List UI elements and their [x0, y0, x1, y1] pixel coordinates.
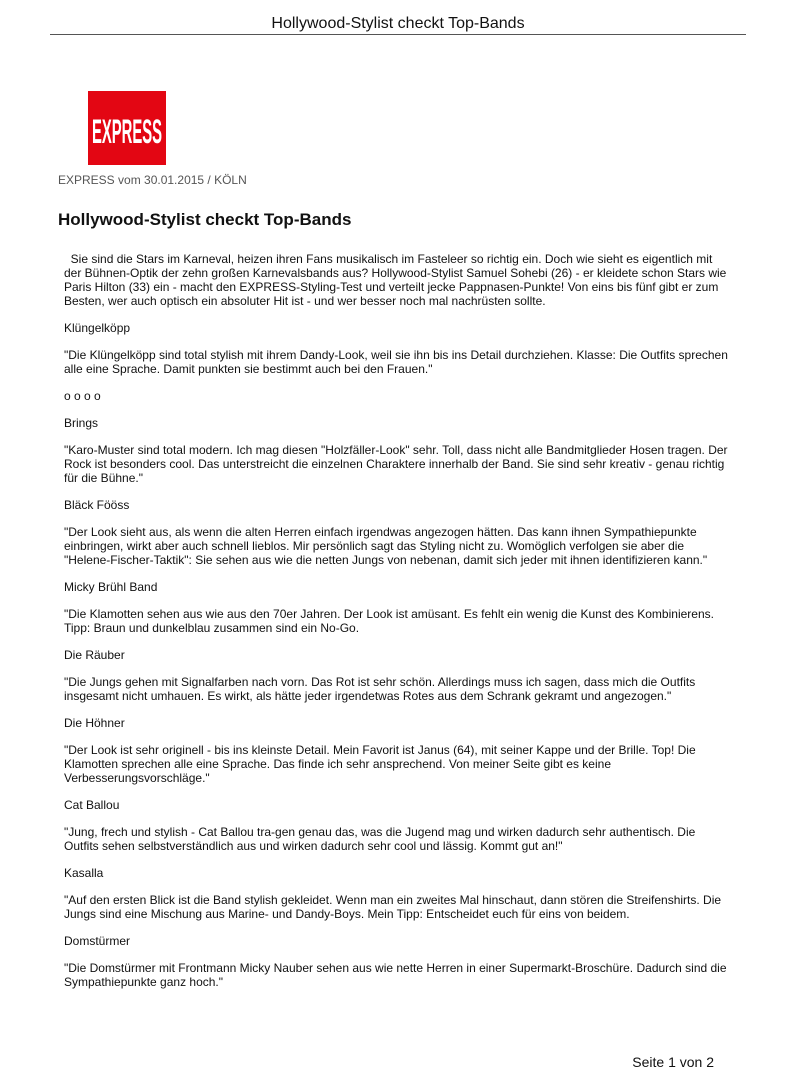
page-number: Seite 1 von 2	[632, 1054, 714, 1070]
band-quote: "Die Klüngelköpp sind total stylish mit ihrem Dandy-Look, weil sie ihn bis ins Detail durchziehen. Klasse: Die Outfits sprechen alle eine Sprache. Damit punkten sie bestimmt auch bei den Frauen."	[64, 348, 728, 376]
band-name: Bläck Fööss	[64, 498, 130, 512]
band-name: Die Höhner	[64, 716, 125, 730]
band-name: Die Räuber	[64, 648, 125, 662]
express-logo-text: EXPRESS	[92, 113, 162, 151]
band-name: Brings	[64, 416, 99, 430]
band-quote: "Die Jungs gehen mit Signalfarben nach vorn. Das Rot ist sehr schön. Allerdings muss ich sagen, dass mich die Outfits insgesamt nicht umhauen. Es wirkt, als hätte jeder irgendetwas Rotes aus dem Schrank gekramt und angezogen."	[64, 675, 696, 703]
page-header-title: Hollywood-Stylist checkt Top-Bands	[271, 15, 525, 32]
page-header	[50, 0, 746, 35]
band-name: Kasalla	[64, 866, 104, 880]
band-name: Cat Ballou	[64, 798, 120, 812]
express-logo	[88, 91, 166, 165]
source-line: EXPRESS vom 30.01.2015 / KÖLN	[58, 173, 247, 187]
band-quote: "Auf den ersten Blick ist die Band stylish gekleidet. Wenn man ein zweites Mal hinschaut, dann stören die Streifenshirts. Die Jungs sind eine Mischung aus Marine- und Dandy-Boys. Mein Tipp: Entscheidet euch für eins von beidem.	[64, 893, 722, 921]
band-quote: "Jung, frech und stylish - Cat Ballou tra-gen genau das, was die Jugend mag und wirken dadurch sehr authentisch. Die Outfits sehen selbstverständlich aus und wirken dadurch sehr cool und lässig. Kommt gut an!"	[64, 825, 696, 853]
band-name: Micky Brühl Band	[64, 580, 158, 594]
band-quote: "Der Look ist sehr originell - bis ins kleinste Detail. Mein Favorit ist Janus (64), mit seiner Kappe und der Brille. Top! Die Klamotten sprechen alle eine Sprache. Das finde ich sehr ansprechend. Von meiner Seite gibt es keine Verbesserungsvorschläge."	[64, 743, 696, 785]
band-quote: "Die Domstürmer mit Frontmann Micky Nauber sehen aus wie nette Herren in einer Supermarkt-Broschüre. Dadurch sind die Sympathiepunkte ganz hoch."	[64, 961, 727, 989]
rating-marks: o o o o	[64, 389, 101, 403]
article-body	[58, 252, 730, 1002]
band-name: Klüngelköpp	[64, 321, 131, 335]
band-quote: "Karo-Muster sind total modern. Ich mag diesen "Holzfäller-Look" sehr. Toll, dass nicht alle Bandmitglieder Hosen tragen. Der Rock ist besonders cool. Das unterstreicht die einzelnen Charaktere innerhalb der Band. Sie sind sehr kreativ - genau richtig für die Bühne."	[64, 443, 728, 485]
article-intro: Sie sind die Stars im Karneval, heizen ihren Fans musikalisch im Fasteleer so richtig ein. Doch wie sieht es eigentlich mit der Bühnen-Optik der zehn großen Karnevalsbands aus? Hollywood-Stylist Samuel Sohebi (26) - er kleidete schon Stars wie Paris Hilton (33) ein - macht den EXPRESS-Styling-Test und verteilt jecke Pappnasen-Punkte! Von eins bis fünf gibt er zum Besten, wer auch optisch ein absoluter Hit ist - und wer besser noch mal nachrüsten sollte.	[64, 252, 730, 308]
article-headline: Hollywood-Stylist checkt Top-Bands	[58, 210, 352, 229]
band-quote: "Der Look sieht aus, als wenn die alten Herren einfach irgendwas angezogen hätten. Das kann ihnen Sympathiepunkte einbringen, wirkt aber auch schnell lieblos. Mir persönlich sagt das Styling nicht zu. Womöglich verfolgen sie aber die "Helene-Fischer-Taktik": Sie sehen aus wie die netten Jungs von nebenan, damit sich jeder mit ihnen identifizieren kann."	[64, 525, 708, 567]
band-name: Domstürmer	[64, 934, 131, 948]
band-quote: "Die Klamotten sehen aus wie aus den 70er Jahren. Der Look ist amüsant. Es fehlt ein wenig die Kunst des Kombinierens. Tipp: Braun und dunkelblau zusammen sind ein No-Go.	[64, 607, 714, 635]
